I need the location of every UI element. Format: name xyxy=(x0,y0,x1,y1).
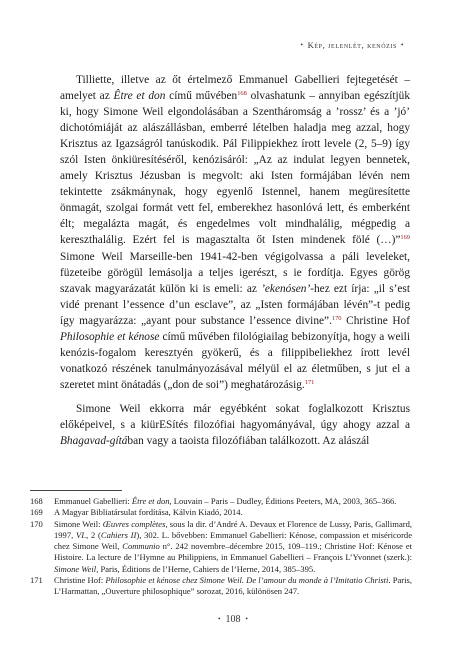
footnote-number: 169 xyxy=(30,507,43,518)
page-number xyxy=(0,614,466,625)
text-run: ), 302. L. bővebben: Emmanuel Gabellieri: Kénose, compassion et miséricorde chez Simone Weil, xyxy=(54,529,412,552)
footnote-divider xyxy=(30,490,122,491)
text-run: A Magyar Bibliatársulat fordítása, Kálvin Kiadó, 2014. xyxy=(54,507,243,518)
italic-title: Être et don xyxy=(113,90,166,103)
footnote-ref[interactable]: 170 xyxy=(331,314,342,322)
footnote-ref[interactable]: 171 xyxy=(304,378,315,386)
text-run: olvashatunk – annyiban egészítjük ki, hogy Simone Weil elgondolásában a Szentháromság a ’rossz’ és a ’jó’ dichotómiáját az alászállásban, emberré lételben haladja meg azzal, hogy Krisztus az Igazságról tanúskodik. Pál Filippiekhez írott levele (2, 5–9) így szól Isten önkiüresítéséről, kenózisáról: „Az az indulat legyen bennetek, amely Krisztus Jézusban is megvolt: aki Isten formájában lévén nem tekintette zsákmánynak, hogy egyenlő Istennel, hanem megüresítette önmagát, szolgai formát vett fel, emberekhez hasonlóvá lett, és emberként élt; megalázta magát, és engedelmes volt mindhalálig, mégpedig a kereszthalálig. Ezért fel is magasztalta őt Isten mindenek fölé (…)” xyxy=(60,90,411,247)
text-run: Christine Hof: xyxy=(54,575,106,586)
text-run: Emmanuel Gabellieri: xyxy=(54,496,132,506)
italic-title: Être et don xyxy=(131,496,170,506)
text-run: n°. 242 novembre–décembre 2015, 109–119.; Christine Hof: Kénose et Histoire. La lecture de l’Hymne au Philippiens, in Emmanuel Gabellieri – François L’Yvonnet (szerk.): xyxy=(54,541,412,563)
text-run: Tilliette, illetve az őt értelmező Emmanuel Gabellieri fejtegetését – amelyet az xyxy=(60,74,410,103)
italic-title: Philosophie et kénose chez Simone Weil. De l’amour du monde à l’Imitatio Christi xyxy=(105,575,389,586)
body-text xyxy=(60,72,410,449)
footnote-ref[interactable]: 169 xyxy=(400,234,410,242)
text-run: ., 2 ( xyxy=(84,529,101,540)
text-run: ban vagy a taoista filozófiában találkozott. Az alászál xyxy=(127,435,370,448)
italic-title: Communio xyxy=(122,541,160,552)
page-number-value: 108 xyxy=(225,614,241,625)
footnote-ref[interactable]: 168 xyxy=(237,90,247,98)
bullet-icon: • xyxy=(218,615,221,623)
footnote-item xyxy=(30,507,412,518)
text-run: . Paris, L’Harmattan, „Ouverture philosophique” sorozat, 2016, különösen 247. xyxy=(54,575,412,597)
paragraph-1 xyxy=(60,72,410,393)
italic-title: Œuvres complètes xyxy=(102,518,166,529)
text-run: Simone Weil Marseille-ben 1941-42-ben végigolvassa a páli leveleket, füzeteibe görögül lemásolja a teljes igerészt, s ie fordítja. Egyes görög szavak magyarázatát külön ki is emeli: az xyxy=(60,250,410,295)
text-run: Simone Weil: xyxy=(54,518,103,529)
footnote-item xyxy=(30,496,412,507)
running-head-title: Kép, jelenlét, kenózis xyxy=(307,40,397,50)
footnotes xyxy=(30,496,412,598)
running-head xyxy=(297,40,408,50)
italic-title: Philosophie et kénose xyxy=(60,330,160,343)
bullet-icon: • xyxy=(300,41,304,49)
text-run: -hez ezt írja: „il s’est vidé prenant l’essence d’un esclave”, az „Isten formájában lévén”-t pedig így magyarázza: „ayant pour substance l’essence divine”. xyxy=(60,282,410,327)
italic-title: Cahiers II xyxy=(100,529,137,540)
text-run: című művében filológiailag bebizonyítja, hogy a weili kenózis-fogalom keresztyén gyökerű, és a filippibeliekhez írott levél vonatkozó részének tanulmányozásával mélyül el az életműben, s jut el a szeretet mint önátadás („don de soi”) meghatározásig. xyxy=(60,330,410,391)
italic-title: Bhagavad-gítá xyxy=(60,435,128,448)
italic-title: Simone Weil xyxy=(54,563,97,574)
text-run: , sous la dir. d’André A. Devaux et Florence de Lussy, Paris, Gallimard, 1997, xyxy=(54,518,413,540)
text-run: , Louvain – Paris – Dudley, Éditions Peeters, MA, 2003, 365–366. xyxy=(169,496,397,506)
bullet-icon: • xyxy=(245,615,248,623)
italic-term: ’ekenósen’ xyxy=(261,282,311,295)
bullet-icon: • xyxy=(400,41,404,49)
text-run: Christine Hof xyxy=(341,314,411,327)
text-run: című művében xyxy=(165,90,238,103)
footnote-item xyxy=(30,519,412,575)
footnote-number: 168 xyxy=(30,496,43,506)
footnote-number: 171 xyxy=(30,575,43,586)
paragraph-2 xyxy=(60,401,410,449)
text-run: Simone Weil ekkorra már egyébként sokat foglalkozott Krisztus előképeivel, s a kiürESítés filozófiai hagyományával, úgy ahogy azzal a xyxy=(60,402,410,431)
footnote-number: 170 xyxy=(30,518,43,529)
text-run: , Paris, Éditions de l’Herne, Cahiers de l’Herne, 2014, 385–395. xyxy=(96,563,316,574)
italic-text: VI xyxy=(75,529,85,540)
footnote-item xyxy=(30,575,412,598)
